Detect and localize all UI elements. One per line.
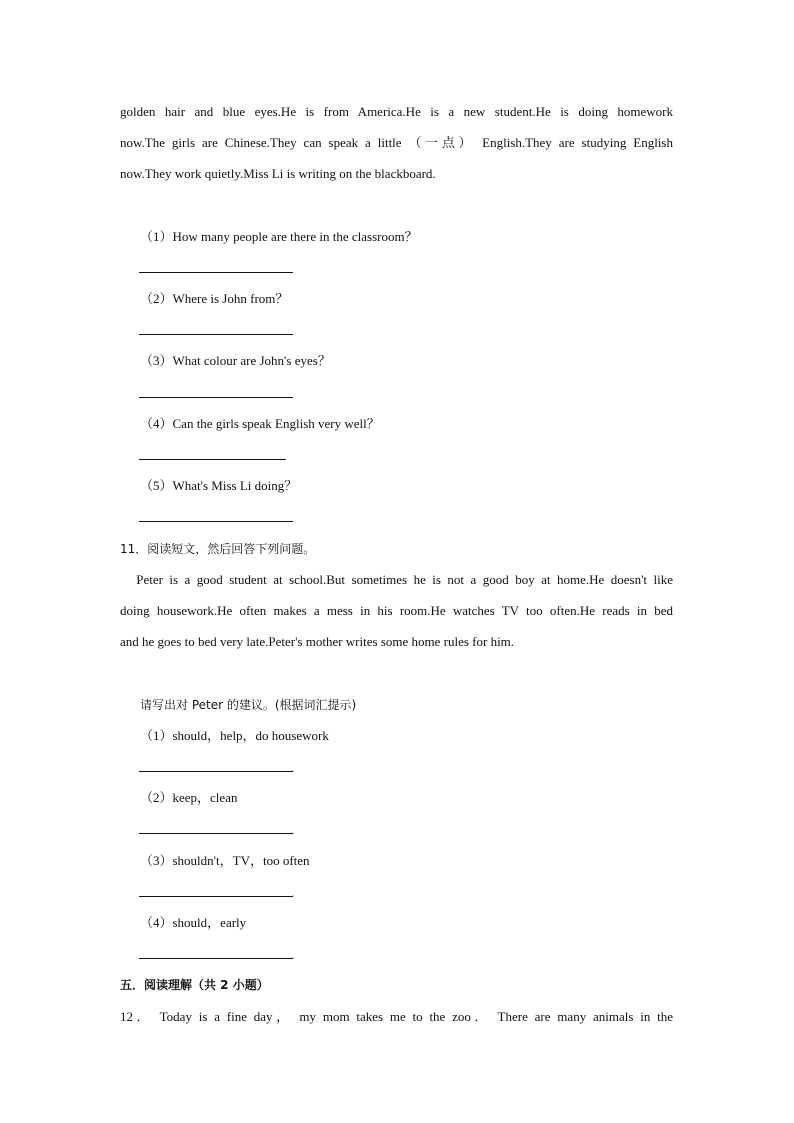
question-10-2: （2）Where is John from？ [140, 291, 289, 306]
answer-blank-10-2[interactable] [139, 334, 293, 335]
answer-blank-10-1[interactable] [139, 272, 293, 273]
section-5-title: 五．阅读理解（共 2 小题） [120, 978, 269, 992]
blank-period: . [291, 885, 295, 900]
passage-10-line-3: now.They work quietly.Miss Li is writing on the blackboard. [120, 166, 436, 181]
passage-11-line-1: Peter is a good student at school.But sometimes he is not a good boy at home.He doesn't like [120, 572, 673, 587]
answer-blank-11-3[interactable] [139, 896, 292, 897]
answer-blank-11-4[interactable] [139, 958, 292, 959]
passage-10-line-2: now.The girls are Chinese.They can speak a little （一点） English.They are studying English [120, 135, 673, 150]
passage-11-line-2: doing housework.He often makes a mess in his room.He watches TV too often.He reads in bed [120, 603, 673, 618]
question-10-4: （4）Can the girls speak English very well？ [140, 416, 380, 431]
answer-blank-10-3[interactable] [139, 397, 293, 398]
question-10-5: （5）What's Miss Li doing？ [140, 478, 298, 493]
answer-blank-11-2[interactable] [139, 833, 292, 834]
blank-period: . [291, 822, 295, 837]
question-12-line-1: 12． Today is a fine day， my mom takes me to the zoo． There are many animals in the [120, 1009, 673, 1024]
question-10-1: （1）How many people are there in the classroom？ [140, 229, 418, 244]
answer-blank-11-1[interactable] [139, 771, 292, 772]
answer-blank-10-5[interactable] [139, 521, 293, 522]
question-11-item-4: （4）should，early [140, 915, 247, 930]
question-11-item-1: （1）should，help，do housework [140, 728, 329, 743]
passage-11-line-3: and he goes to bed very late.Peter's mother writes some home rules for him. [120, 634, 515, 649]
question-11-title: 11．阅读短文，然后回答下列问题。 [120, 542, 316, 556]
blank-period: . [291, 760, 295, 775]
answer-blank-10-4[interactable] [139, 459, 286, 460]
question-11-item-3: （3）shouldn't，TV，too often [140, 853, 310, 868]
question-10-3: （3）What colour are John's eyes？ [140, 353, 331, 368]
blank-period: . [291, 947, 295, 962]
passage-10-line-1: golden hair and blue eyes.He is from America.He is a new student.He is doing homework [120, 104, 673, 119]
question-11-item-2: （2）keep，clean [140, 790, 238, 805]
question-11-prompt: 请写出对 Peter 的建议。(根据词汇提示) [140, 698, 357, 712]
